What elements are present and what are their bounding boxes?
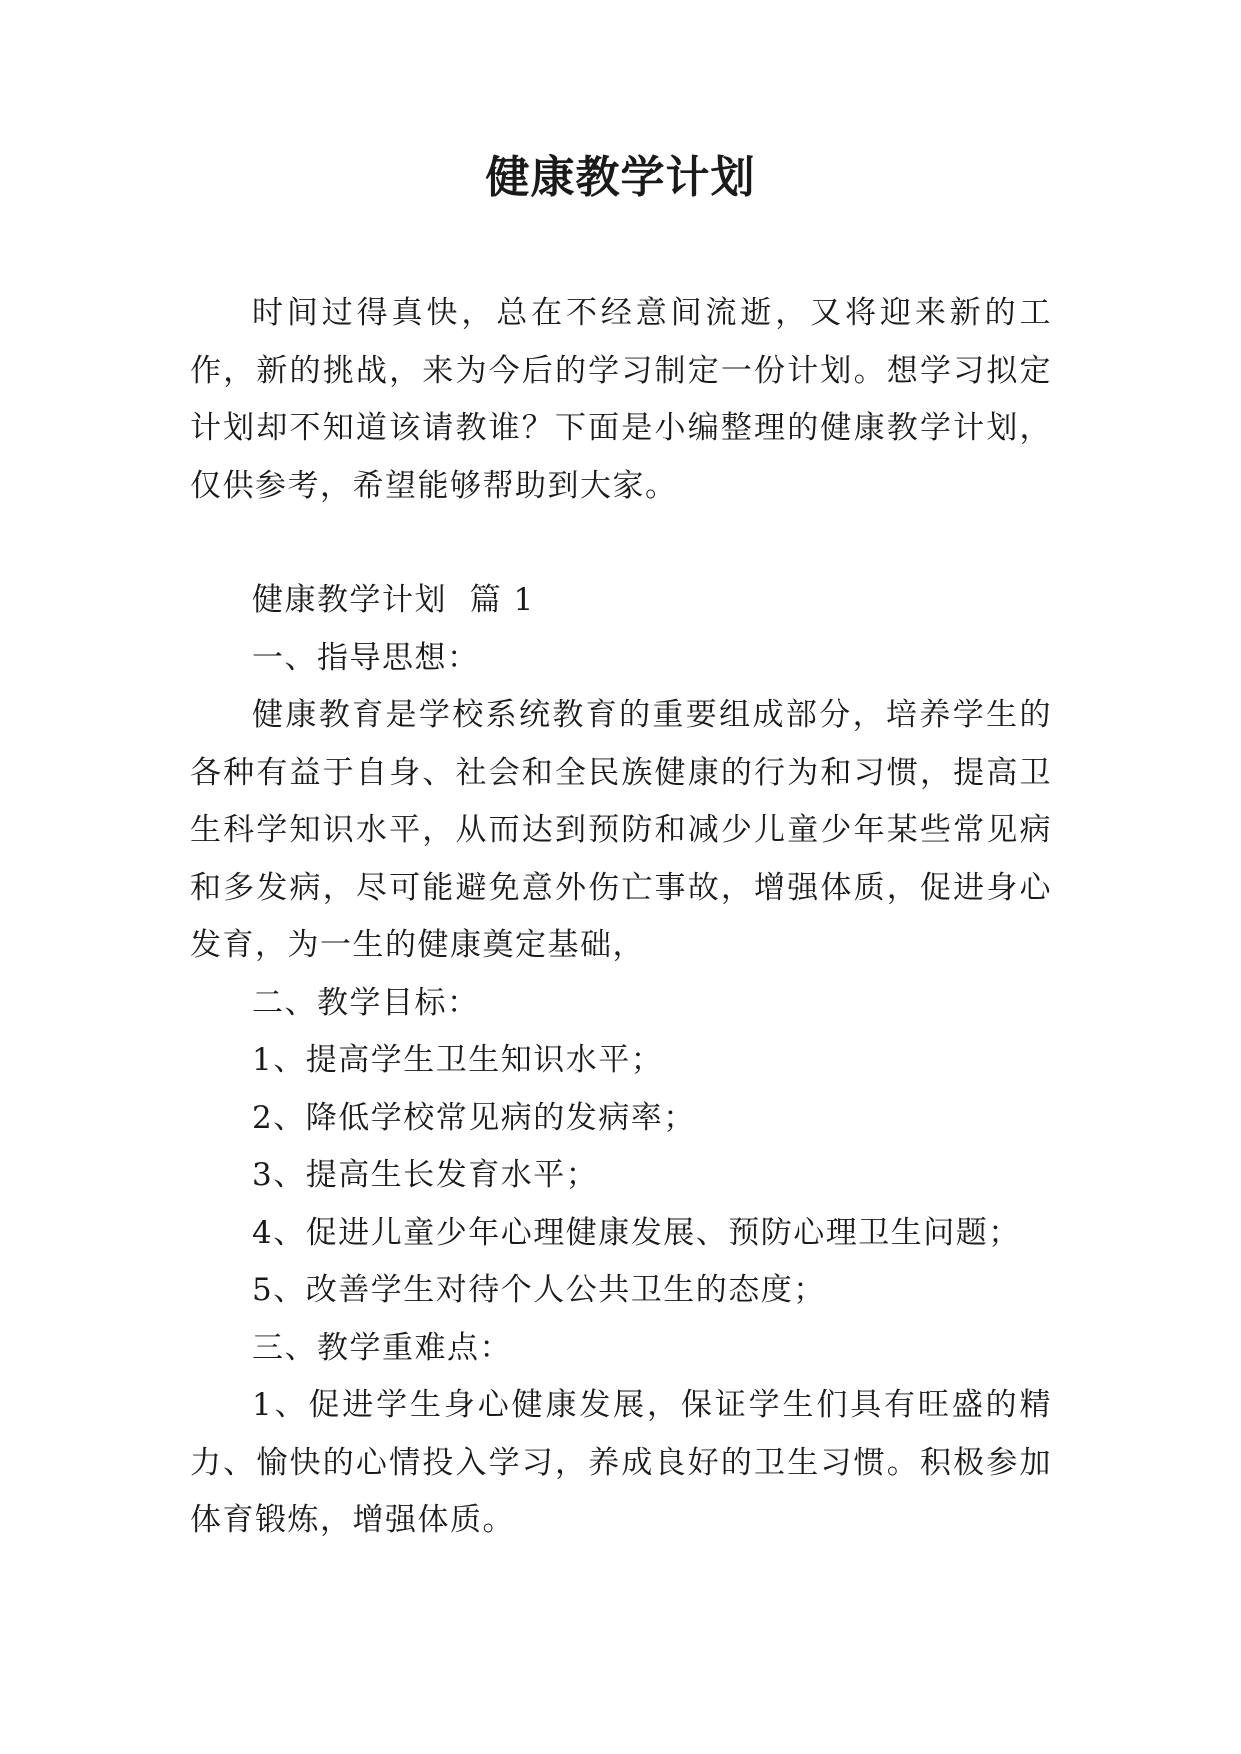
goal-item: 1、提高学生卫生知识水平； (252, 1042, 664, 1078)
goals-heading: 二、教学目标： (252, 984, 480, 1021)
goal-item: 3、提高生长发育水平； (252, 1157, 599, 1193)
goal-item: 5、改善学生对待个人公共卫生的态度； (252, 1272, 826, 1308)
goal-item: 2、降低学校常见病的发病率； (252, 1099, 696, 1136)
key-point-paragraph: 1、促进学生身心健康发展，保证学生们具有旺盛的精力、愉快的心情投入学习，养成良好的卫生习惯。积极参加体育锻炼，增强体质。 (190, 1387, 1052, 1538)
document-title: 健康教学计划 (485, 152, 756, 203)
key-points-heading: 三、教学重难点： (252, 1329, 512, 1366)
guiding-heading: 一、指导思想： (252, 639, 480, 676)
intro-paragraph: 时间过得真快，总在不经意间流逝，又将迎来新的工作，新的挑战，来为今后的学习制定一份计划。想学习拟定计划却不知道该请教谁？下面是小编整理的健康教学计划，仅供参考，希望能够帮助到大家。 (190, 295, 1052, 504)
main-content (190, 572, 1052, 1550)
section-heading: 健康教学计划 篇 1 (252, 582, 535, 618)
intro-block (190, 285, 1052, 515)
goal-item: 4、促进儿童少年心理健康发展、预防心理卫生问题； (252, 1214, 1021, 1251)
guiding-paragraph: 健康教育是学校系统教育的重要组成部分，培养学生的各种有益于自身、社会和全民族健康的行为和习惯，提高卫生科学知识水平，从而达到预防和减少儿童少年某些常见病和多发病，尽可能避免意外伤亡事故，增强体质，促进身心发育，为一生的健康奠定基础， (190, 697, 1052, 963)
